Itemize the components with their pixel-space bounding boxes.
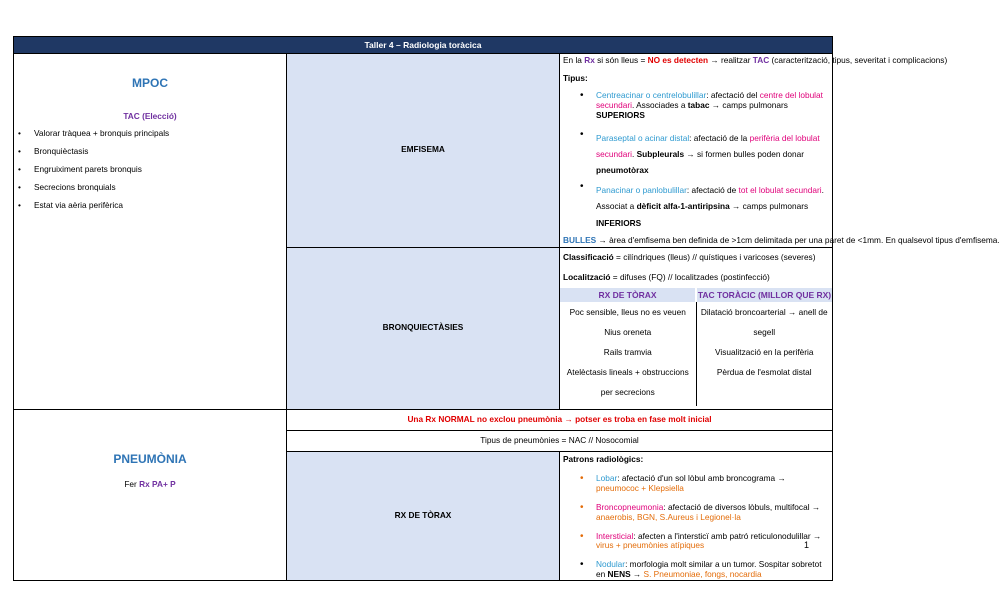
- list-item: • Broncopneumonia: afectació de diversos lòbuls, multifocal → anaerobis, BGN, S.Aureus i Legionel·la: [560, 503, 832, 523]
- list-item: • Bronquièctasis: [18, 142, 284, 160]
- list-item: • Paraseptal o acinar distal: afectació de la perifèria del lobulat secundari. Subpleurals → si formen bulles poden donar pneumotòrax: [560, 130, 832, 179]
- list-item: • Lobar: afectació d'un sol lòbul amb broncograma → pneumococ + Klepsiella: [560, 474, 832, 494]
- list-item: • Engruiximent parets bronquis: [18, 160, 284, 178]
- types-label: Tipus:: [563, 72, 588, 83]
- list-item: Dilatació broncoarterial → anell de segell: [700, 306, 828, 337]
- mpoc-subheading: TAC (Elecció): [123, 111, 177, 122]
- pneumonia-types: Tipus de pneumònies = NAC // Nosocomial: [287, 430, 833, 451]
- list-item: Nius oreneta: [604, 326, 652, 337]
- table-title: Taller 4 – Radiologia toràcica: [14, 37, 833, 54]
- bronquiectasies-content: [560, 247, 833, 409]
- pneumonia-fer: Fer Rx PA+ P: [124, 479, 176, 490]
- pneumonia-rx-label: RX DE TÒRAX: [287, 451, 560, 581]
- list-item: • Panacinar o panlobulillar: afectació de tot el lobulat secundari. Associat a dèficit alfa-1-antiripsina → camps pulmonars INFERIORS: [560, 182, 832, 231]
- pneumonia-warning: Una Rx NORMAL no exclou pneumònia → potser es troba en fase molt inicial: [287, 409, 833, 430]
- mpoc-heading: MPOC: [132, 76, 168, 90]
- location-line: Localització = difuses (FQ) // localitzades (postinfecció): [563, 271, 770, 282]
- list-item: • Intersticial: afecten a l'intersticï amb patró reticulonodulillar → virus + pneumònies atípiques: [560, 532, 832, 552]
- pneumonia-cell: [14, 409, 287, 581]
- list-item: • Valorar tràquea + bronquis principals: [18, 124, 284, 142]
- list-item: Pèrdua de l'esmolat distal: [716, 366, 812, 377]
- rx-tac-comparison: [560, 288, 832, 406]
- tac-column-heading: TAC TORÀCIC (MILLOR QUE RX): [696, 288, 832, 302]
- list-item: • Nodular: morfologia molt similar a un tumor. Sospitar sobretot en NENS → S. Pneumoniae, fongs, nocardia: [560, 560, 832, 580]
- pneumonia-heading: PNEUMÒNIA: [113, 451, 187, 466]
- bronquiectasies-label: BRONQUIECTÀSIES: [287, 247, 560, 409]
- list-item: Poc sensible, lleus no es veuen: [569, 306, 686, 317]
- list-item: Atelèctasis lineals + obstruccions per secrecions: [566, 366, 689, 397]
- emfisema-content: [560, 54, 1000, 248]
- emfisema-label: EMFISEMA: [287, 54, 560, 248]
- classification-line: Classificació = cilíndriques (lleus) // quístiques i varicoses (severes): [563, 251, 816, 262]
- list-item: • Secrecions bronquials: [18, 178, 284, 196]
- emfisema-intro: En la Rx si són lleus = NO es detecten → realitzar TAC (caracterització, tipus, severitat i complicacions): [563, 55, 948, 65]
- rx-column-heading: RX DE TÒRAX: [560, 288, 696, 302]
- list-item: • Estat via aèria perifèrica: [18, 196, 284, 214]
- page-number: 1: [804, 540, 810, 550]
- document-page: [13, 36, 1000, 581]
- list-item: Rails tramvia: [603, 346, 652, 357]
- bulles-note: BULLES → àrea d'emfisema ben definida de >1cm delimitada per una paret de <1mm. En qualsevol tipus d'emfisema.: [563, 234, 1000, 245]
- mpoc-list: [14, 124, 286, 214]
- pneumonia-rx-content: [560, 451, 833, 581]
- rx-column: [560, 302, 696, 406]
- tac-column: [696, 302, 832, 406]
- list-item: • Centreacinar o centrelobulillar: afectació del centre del lobulat secundari. Associades a tabac → camps pulmonars SUPERIORS: [560, 91, 832, 121]
- mpoc-cell: [14, 54, 287, 410]
- list-item: Visualització en la perifèria: [714, 346, 814, 357]
- summary-table: [13, 36, 1000, 581]
- patterns-label: Patrons radiològics:: [563, 453, 644, 464]
